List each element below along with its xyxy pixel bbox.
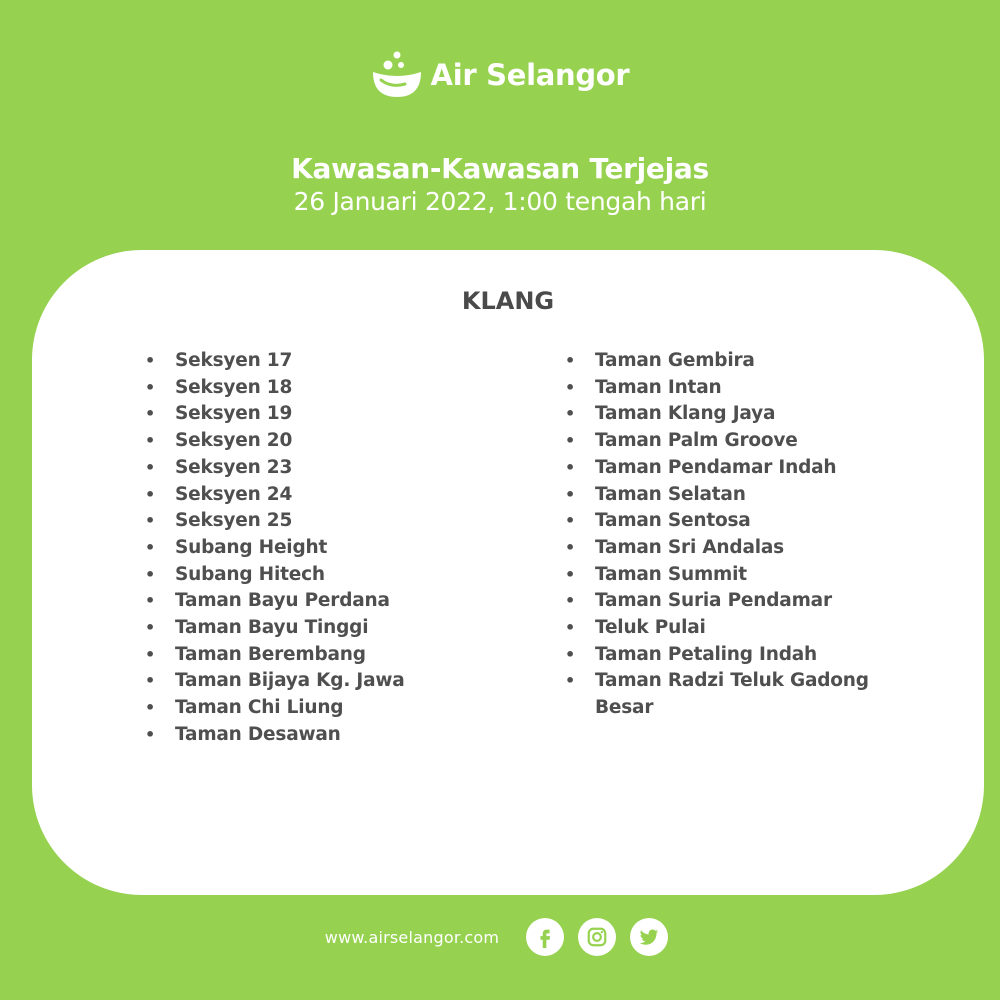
list-item: [565, 482, 905, 509]
list-item: [565, 455, 905, 482]
list-item: [565, 562, 905, 589]
bullet-icon: •: [145, 351, 156, 370]
area-name: Seksyen 25: [175, 510, 293, 532]
area-name: Seksyen 23: [175, 456, 293, 478]
list-item: [145, 695, 485, 722]
bullet-icon: •: [565, 377, 576, 397]
list-item: [565, 615, 905, 642]
bullet-icon: •: [145, 591, 156, 611]
list-item: [565, 588, 905, 615]
region-heading: KLANG: [461, 287, 555, 315]
list-item: [145, 668, 485, 695]
area-name: Taman Intan: [595, 376, 722, 398]
website-link[interactable]: www.airselangor.com: [324, 927, 500, 947]
list-item: [565, 642, 905, 669]
list-item: [565, 375, 905, 402]
area-name: Taman Radzi Teluk Gadong Besar: [595, 670, 869, 719]
area-name: Taman Palm Groove: [595, 430, 798, 452]
area-name: Taman Suria Pendamar: [595, 590, 832, 612]
instagram-icon: [586, 926, 608, 948]
bullet-icon: •: [145, 618, 156, 638]
list-item: [145, 562, 485, 589]
area-name: Seksyen 24: [175, 483, 293, 505]
bullet-icon: •: [145, 511, 156, 531]
area-name: Taman Sri Andalas: [595, 536, 784, 558]
facebook-icon: [534, 926, 556, 948]
bullet-icon: •: [145, 564, 156, 584]
list-item: [145, 375, 485, 402]
area-name: Taman Klang Jaya: [595, 403, 776, 425]
page-title: Kawasan-Kawasan Terjejas: [291, 152, 709, 185]
area-name: Seksyen 20: [175, 430, 293, 452]
area-list-right: [565, 348, 905, 722]
list-item: [145, 482, 485, 509]
list-item: [565, 508, 905, 535]
area-name: Taman Bayu Perdana: [175, 590, 390, 612]
bullet-icon: •: [565, 457, 576, 477]
list-item: [145, 642, 485, 669]
bullet-icon: •: [565, 618, 576, 638]
bullet-icon: •: [145, 644, 156, 664]
bullet-icon: •: [145, 724, 156, 744]
area-name: Taman Pendamar Indah: [595, 456, 837, 478]
area-name: Taman Summit: [595, 563, 747, 585]
area-name: Teluk Pulai: [595, 617, 706, 639]
bullet-icon: •: [565, 511, 576, 531]
list-item: [145, 588, 485, 615]
list-item: [145, 428, 485, 455]
list-item: [145, 455, 485, 482]
area-name: Taman Selatan: [595, 483, 746, 505]
twitter-button[interactable]: [630, 918, 668, 956]
brand-logo: [0, 50, 1000, 100]
bullet-icon: •: [565, 351, 576, 370]
list-item: [565, 668, 905, 721]
bullet-icon: •: [565, 564, 576, 584]
list-item: [145, 615, 485, 642]
area-list-left: [145, 348, 485, 749]
area-name: Taman Chi Liung: [175, 697, 344, 719]
bullet-icon: •: [145, 537, 156, 557]
bullet-icon: •: [565, 591, 576, 611]
bullet-icon: •: [145, 404, 156, 424]
bullet-icon: •: [145, 431, 156, 451]
brand-name: Air Selangor: [430, 58, 630, 92]
bullet-icon: •: [145, 377, 156, 397]
water-drop-logo-icon: [371, 50, 423, 100]
list-item: [145, 401, 485, 428]
bullet-icon: •: [565, 484, 576, 504]
bullet-icon: •: [145, 484, 156, 504]
area-name: Taman Sentosa: [595, 510, 751, 532]
affected-areas-card: [32, 250, 984, 895]
list-item: [145, 348, 485, 375]
bullet-icon: •: [565, 537, 576, 557]
bullet-icon: •: [565, 671, 576, 691]
area-name: Taman Bayu Tinggi: [175, 617, 369, 639]
bullet-icon: •: [145, 698, 156, 718]
list-item: [565, 348, 905, 375]
area-name: Taman Bijaya Kg. Jawa: [175, 670, 405, 692]
list-item: [145, 722, 485, 749]
instagram-button[interactable]: [578, 918, 616, 956]
headline: [0, 152, 1000, 218]
list-item: [565, 401, 905, 428]
area-name: Seksyen 18: [175, 376, 293, 398]
area-name: Taman Desawan: [175, 723, 341, 745]
area-name: Subang Height: [175, 536, 328, 558]
bullet-icon: •: [565, 431, 576, 451]
bullet-icon: •: [145, 457, 156, 477]
list-item: [565, 428, 905, 455]
bullet-icon: •: [145, 671, 156, 691]
bullet-icon: •: [565, 404, 576, 424]
page-subtitle: 26 Januari 2022, 1:00 tengah hari: [293, 187, 707, 216]
footer: [0, 918, 1000, 956]
area-name: Taman Gembira: [595, 350, 755, 371]
facebook-button[interactable]: [526, 918, 564, 956]
area-name: Seksyen 19: [175, 403, 293, 425]
area-name: Taman Petaling Indah: [595, 643, 818, 665]
twitter-icon: [638, 926, 660, 948]
area-name: Subang Hitech: [175, 563, 325, 585]
bullet-icon: •: [565, 644, 576, 664]
list-item: [145, 508, 485, 535]
list-item: [145, 535, 485, 562]
list-item: [565, 535, 905, 562]
area-name: Taman Berembang: [175, 643, 366, 665]
area-name: Seksyen 17: [175, 350, 293, 371]
